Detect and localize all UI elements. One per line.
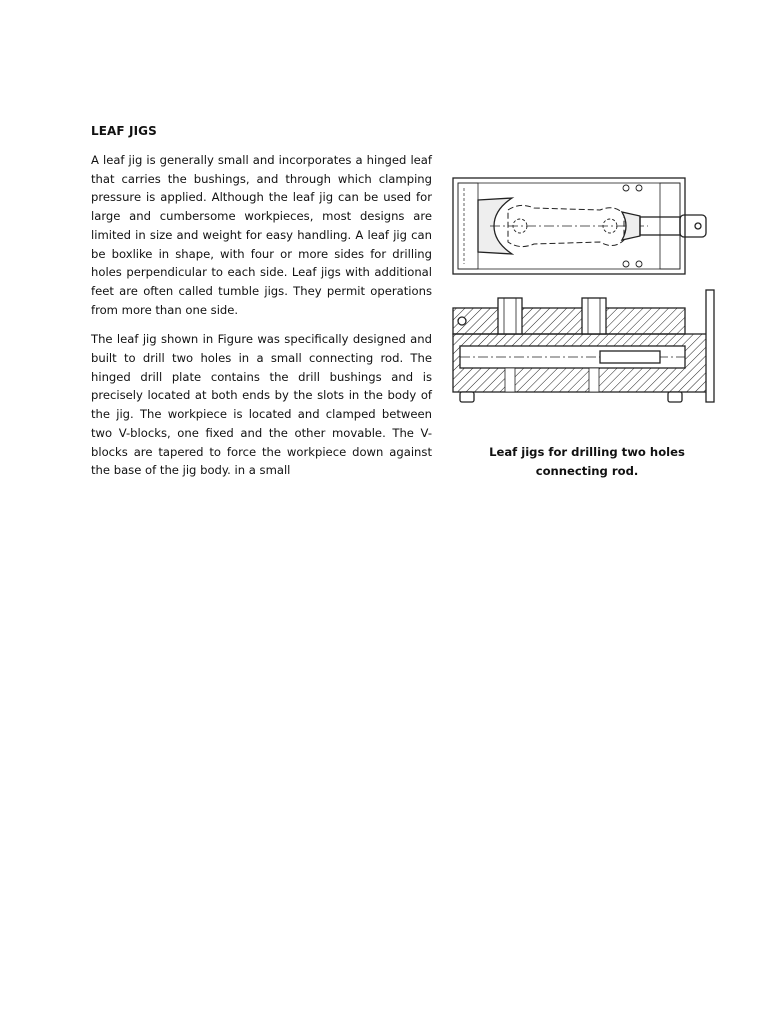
leaf-jig-drawing [450,170,730,410]
paragraph-1: A leaf jig is generally small and incorporates a hinged leaf that carries the bushings, and through which clamping pressure is applied. Although the leaf jig can be used for large and cumbersome workpieces, most designs are limited in size and weight for easy handling. A leaf jig can be boxlike in shape, with four or more sides for drilling holes perpendicular to each side. Leaf jigs with additional feet are often called tumble jigs. They permit operations from more than one side. [91,153,432,317]
section-view [453,290,714,402]
figure-caption: Leaf jigs for drilling two holes connecting rod. [489,445,685,478]
leaf-jig-figure [450,170,730,410]
paragraph-2: The leaf jig shown in Figure was specifically designed and built to drill two holes in a small connecting rod. The hinged drill plate contains the drill bushings and is precisely located at both ends by the slots in the body of the jig. The workpiece is located and clamped between two V-blocks, one fixed and the other movable. The V-blocks are tapered to force the workpiece down against the base of the jig body. in a small [91,332,432,478]
section-heading: LEAF JIGS [91,124,157,138]
top-view [453,178,706,274]
body-text [91,151,432,491]
